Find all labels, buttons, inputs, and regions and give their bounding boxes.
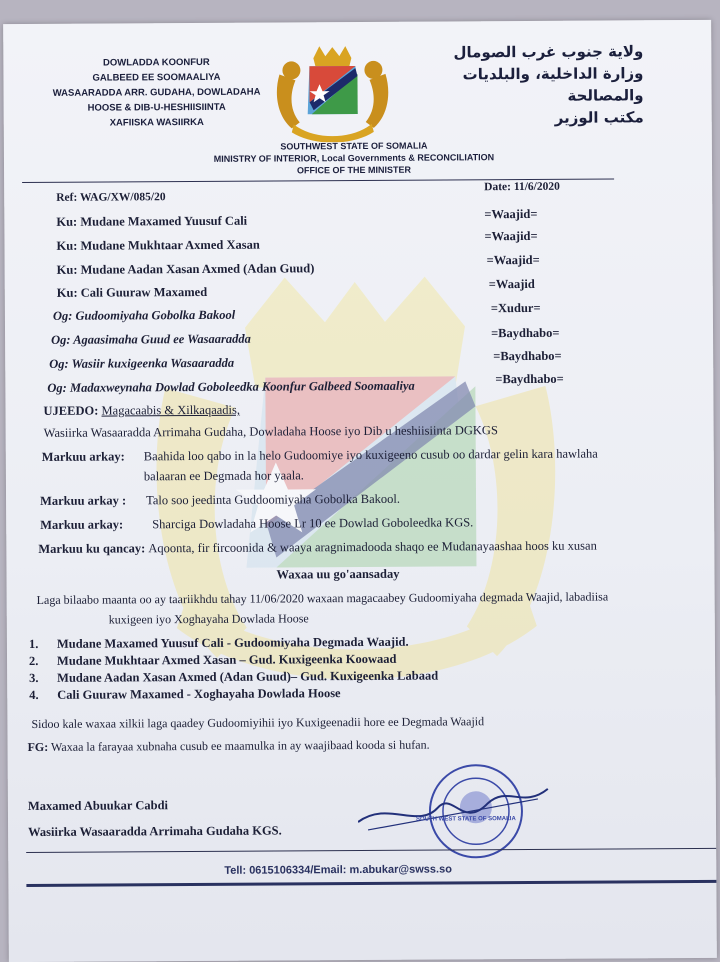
header-left-line: WASAARADDA ARR. GUDAHA, DOWLADAHA: [52, 86, 261, 99]
note-label: FG:: [27, 739, 49, 755]
recipient-place: =Baydhabo=: [493, 348, 562, 364]
recipient-place: =Waajid: [488, 276, 535, 292]
recipient-place: =Xudur=: [490, 300, 541, 316]
consideration-label: Markuu ku qancay:: [38, 541, 146, 556]
footer-bottom-rule: [26, 880, 716, 887]
decision-text: kuxigeen iyo Xoghayaha Dowlada Hoose: [108, 611, 309, 627]
consideration-text: Sharciga Dowladaha Hoose Lr 10 ee Dowlad Goboleedka KGS.: [152, 515, 474, 532]
intro-text: Wasiirka Wasaaradda Arrimaha Gudaha, Dowladaha Hoose iyo Dib u heshiisiinta DGKGS: [43, 423, 498, 440]
subject-text: Magacaabis & Xilkaqaadis,: [101, 402, 241, 418]
recipient-line: Og: Madaxweynaha Dowlad Goboleedka Koonfur Galbeed Soomaaliya: [47, 378, 415, 395]
header-center-line: SOUTHWEST STATE OF SOMALIA: [280, 140, 428, 152]
header-left-line: HOOSE & DIB-U-HESHIISIINTA: [87, 101, 226, 114]
header-left-line: DOWLADDA KOONFUR: [102, 56, 210, 69]
signature-stamp: [358, 759, 559, 860]
subject-line: [43, 403, 240, 419]
recipient-line: Ku: Mudane Mukhtaar Axmed Xasan: [56, 237, 260, 253]
signatory-title: Wasiirka Wasaaradda Arrimaha Gudaha KGS.: [28, 823, 282, 840]
also-removed-text: Sidoo kale waxaa xilkii laga qaadey Gudoomiyihii iyo Kuxigeenadii hore ee Degmada Waajid: [31, 714, 485, 732]
header-center-line: OFFICE OF THE MINISTER: [297, 164, 412, 176]
decision-heading: Waxaa uu go'aansaday: [276, 566, 400, 582]
consideration-text: Talo soo jeedinta Guddoomiyaha Gobolka Bakool.: [146, 491, 401, 508]
note-line: [28, 738, 430, 755]
subject-label: UJEEDO:: [43, 403, 99, 418]
reference-number: Ref: WAG/XW/085/20: [56, 191, 166, 204]
footer-contact: Tell: 0615106334/Email: m.abukar@swss.so: [224, 863, 452, 877]
appointment-item: Mudane Maxamed Yuusuf Cali - Gudoomiyaha Degmada Waajid.: [56, 634, 409, 651]
recipient-place: =Baydhabo=: [490, 325, 560, 341]
header-arabic: [423, 40, 644, 129]
header-right-line: مكتب الوزير: [554, 108, 644, 127]
appointment-number: 2.: [28, 653, 39, 669]
consideration-label: Markuu arkay :: [40, 493, 127, 508]
recipient-line: Og: Wasiir kuxigeenka Wasaaradda: [49, 355, 235, 371]
consideration-label: Markuu arkay:: [40, 517, 124, 532]
recipient-line: Ku: Cali Guuraw Maxamed: [56, 284, 208, 300]
recipient-place: =Waajid=: [486, 252, 540, 268]
header-english: [184, 139, 524, 177]
consideration-text: Baahida loo qabo in la helo Gudoomiye iyo kuxigeeno cusub oo dardar gelin kara hawlaha: [143, 446, 598, 464]
appointment-number: 1.: [28, 636, 39, 652]
header-center-line: MINISTRY OF INTERIOR, Local Governments & RECONCILIATION: [213, 152, 495, 164]
recipient-line: Ku: Mudane Maxamed Yuusuf Cali: [56, 213, 248, 229]
header-left-line: XAFIISKA WASIIRKA: [109, 116, 204, 129]
recipient-line: Ku: Mudane Aadan Xasan Axmed (Adan Guud): [56, 261, 315, 277]
consideration-text: balaaran ee Degmada hor yaala.: [143, 468, 304, 484]
appointment-item: Mudane Mukhtaar Axmed Xasan – Gud. Kuxigeenka Koowaad: [56, 651, 397, 668]
appointment-number: 4.: [29, 687, 39, 703]
header-right-line: ولاية جنوب غرب الصومال: [453, 42, 644, 62]
consideration-text: Aqoonta, fir fircoonida & waaya aragnimadooda shaqo ee Mudanayaashaa hoos ku xusan: [148, 538, 597, 556]
appointment-item: Mudane Aadan Xasan Axmed (Adan Guud)– Gud. Kuxigeenka Labaad: [57, 668, 439, 685]
recipient-line: Og: Gudoomiyaha Gobolka Bakool: [52, 307, 236, 323]
appointment-item: Cali Guuraw Maxamed - Xoghayaha Dowlada Hoose: [57, 686, 341, 702]
letter-page: [3, 20, 717, 962]
signatory-name: Maxamed Abuukar Cabdi: [27, 798, 169, 814]
consideration-label: Markuu arkay:: [41, 449, 125, 464]
header-right-line: وزارة الداخلية، والبلديات: [462, 64, 644, 84]
recipient-place: =Waajid=: [484, 206, 538, 222]
header-left-line: GALBEED EE SOOMAALIYA: [92, 71, 221, 84]
header-right-line: والمصالحة: [567, 86, 644, 105]
recipient-line: Og: Agaasimaha Guud ee Wasaaradda: [51, 331, 251, 347]
stamp-text: SOUTH WEST STATE OF SOMALIA: [415, 816, 516, 823]
recipient-place: =Baydhabo=: [495, 371, 564, 387]
coat-of-arms-emblem: [273, 44, 392, 143]
header-somali: [31, 54, 281, 131]
letter-date: Date: 11/6/2020: [484, 180, 560, 194]
recipient-place: =Waajid=: [484, 228, 538, 244]
decision-text: Laga bilaabo maanta oo ay taariikhdu tahay 11/06/2020 waxaan magacaabey Gudoomiyaha degmada Waajid, labadiisa: [36, 589, 609, 607]
note-text: Waxaa la farayaa xubnaha cusub ee maamulka in ay waajibaad kooda si hufan.: [50, 737, 430, 754]
appointment-number: 3.: [29, 670, 39, 686]
